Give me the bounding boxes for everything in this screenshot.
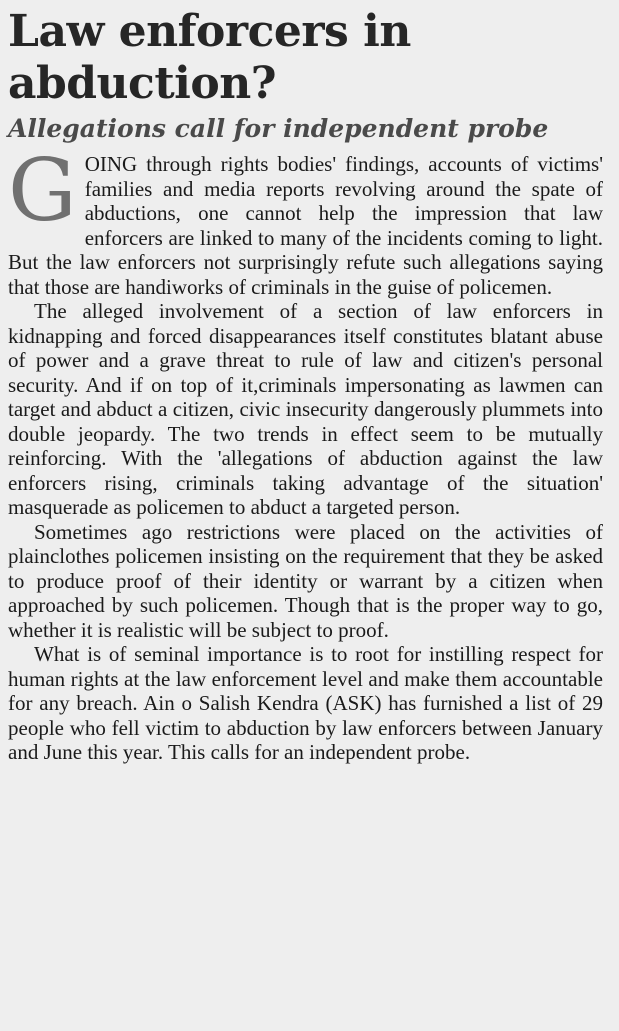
article-subheadline: Allegations call for independent probe [8,114,549,143]
article-headline: Law enforcers in abduction? [8,6,411,109]
paragraph-text: OING through rights bodies' findings, accounts of victims' families and media reports revolving around the spate of abductions, one cannot help the impression that law enforcers are linked to many of the incidents coming to light. But the law enforcers not surprisingly refute such allegations saying that those are handiworks of criminals in the guise of policemen. [8,152,603,299]
article-paragraph-1 [8,141,603,299]
article-paragraph-3: Sometimes ago restrictions were placed on the activities of plainclothes policemen insisting on the requirement that they be asked to produce proof of their identity or warrant by a citizen when approached by such policemen. Though that is the proper way to go, whether it is realistic will be subject to proof. [8,519,603,642]
drop-cap: G [8,141,77,241]
article-body [8,141,603,765]
article-paragraph-4: What is of seminal importance is to root for instilling respect for human rights at the law enforcement level and make them accountable for any breach. Ain o Salish Kendra (ASK) has furnished a list of 29 people who fell victim to abduction by law enforcers between January and June this year. This calls for an independent probe. [8,642,603,764]
article-paragraph-2: The alleged involvement of a section of law enforcers in kidnapping and forced disappearances itself constitutes blatant abuse of power and a grave threat to rule of law and citizen's personal security. And if on top of it,criminals impersonating as lawmen can target and abduct a citizen, civic insecurity dangerously plummets into double jeopardy. The two trends in effect seem to be mutually reinforcing. With the 'allegations of abduction against the law enforcers rising, criminals taking advantage of the situation' masquerade as policemen to abduct a targeted person. [8,299,603,519]
